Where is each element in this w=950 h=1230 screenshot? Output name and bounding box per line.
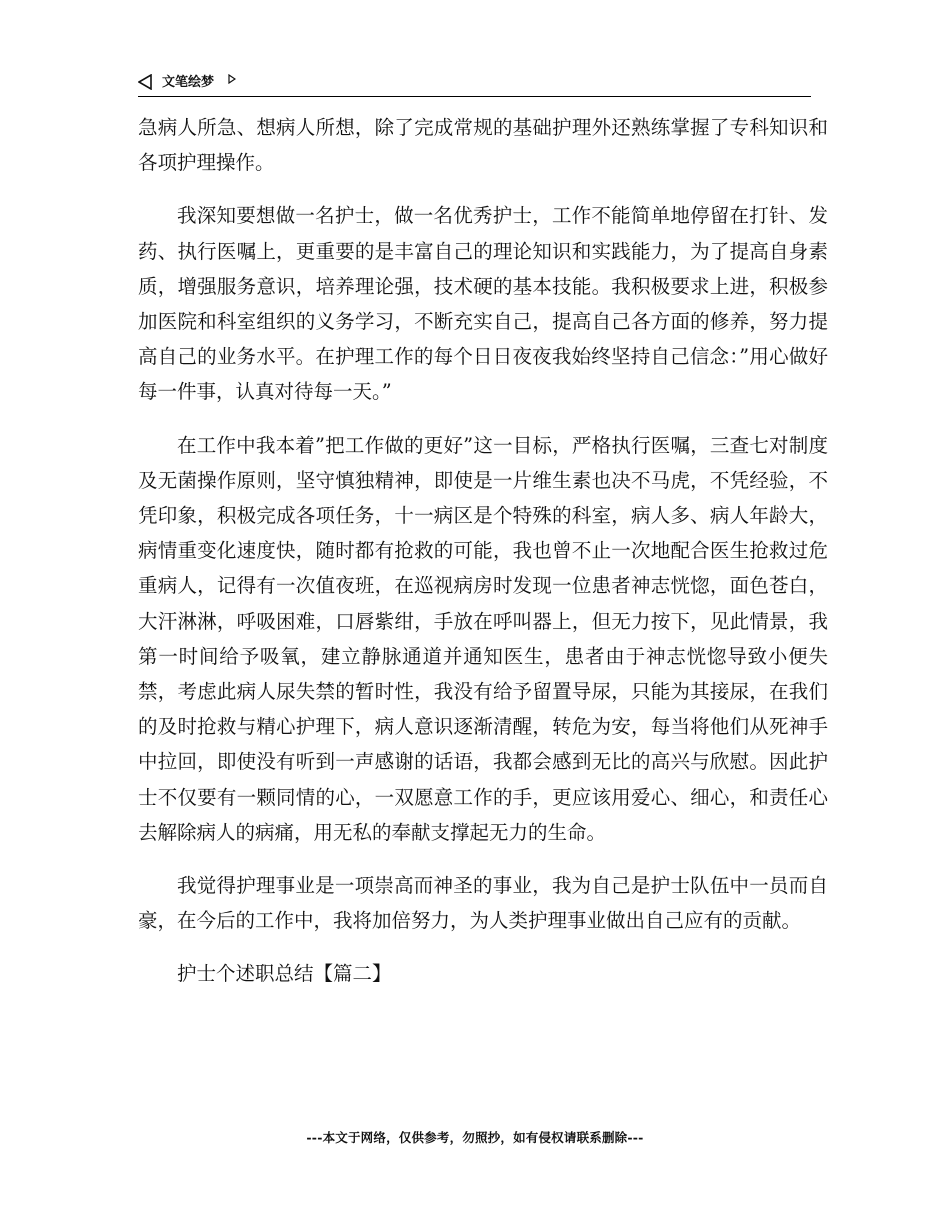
triangle-right-outline-icon — [228, 74, 236, 84]
paragraph: 我深知要想做一名护士，做一名优秀护士，工作不能简单地停留在打针、发药、执行医嘱上，更重要的是丰富自己的理论知识和实践能力，为了提高自身素质，增强服务意识，培养理论强，技术硬的基本技能。我积极要求上进，积极参加医院和科室组织的义务学习，不断充实自己，提高自己各方面的修养，努力提高自己的业务水平。在护理工作的每个日日夜夜我始终坚持自己信念：”用心做好每一件事，认真对待每一天。” — [138, 204, 828, 404]
paragraph: 在工作中我本着”把工作做的更好”这一目标，严格执行医嘱，三查七对制度及无菌操作原则，坚守慎独精神，即使是一片维生素也决不马虎，不凭经验，不凭印象，积极完成各项任务，十一病区是个特殊的科室，病人多、病人年龄大，病情重变化速度快，随时都有抢救的可能，我也曾不止一次地配合医生抢救过危重病人，记得有一次值夜班，在巡视病房时发现一位患者神志恍惚，面色苍白，大汗淋淋，呼吸困难，口唇紫绀，手放在呼叫器上，但无力按下，见此情景，我第一时间给予吸氧，建立静脉通道并通知医生，患者由于神志恍惚导致小便失禁，考虑此病人尿失禁的暂时性，我没有给予留置导尿，只能为其接尿，在我们的及时抢救与精心护理下，病人意识逐渐清醒，转危为安，每当将他们从死神手中拉回，即使没有听到一声感谢的话语，我都会感到无比的高兴与欣慰。因此护士不仅要有一颗同情的心，一双愿意工作的手，更应该用爱心、细心，和责任心去解除病人的病痛，用无私的奉献支撑起无力的生命。 — [138, 433, 828, 844]
document-body — [138, 110, 828, 1010]
header-title: 文笔绘梦 — [162, 75, 215, 90]
triangle-left-outline-icon — [138, 74, 152, 90]
paragraph: 我觉得护理事业是一项崇高而神圣的事业，我为自己是护士队伍中一员而自豪，在今后的工作中，我将加倍努力，为人类护理事业做出自己应有的贡献。 — [138, 874, 828, 933]
section-heading: 护士个述职总结【篇二】 — [177, 962, 392, 986]
paragraph-continued: 急病人所急、想病人所想，除了完成常规的基础护理外还熟练掌握了专科知识和各项护理操作。 — [138, 116, 828, 175]
page-header — [138, 72, 811, 97]
page-footer-disclaimer: ---本文于网络，仅供参考，勿照抄，如有侵权请联系删除--- — [306, 1130, 644, 1145]
